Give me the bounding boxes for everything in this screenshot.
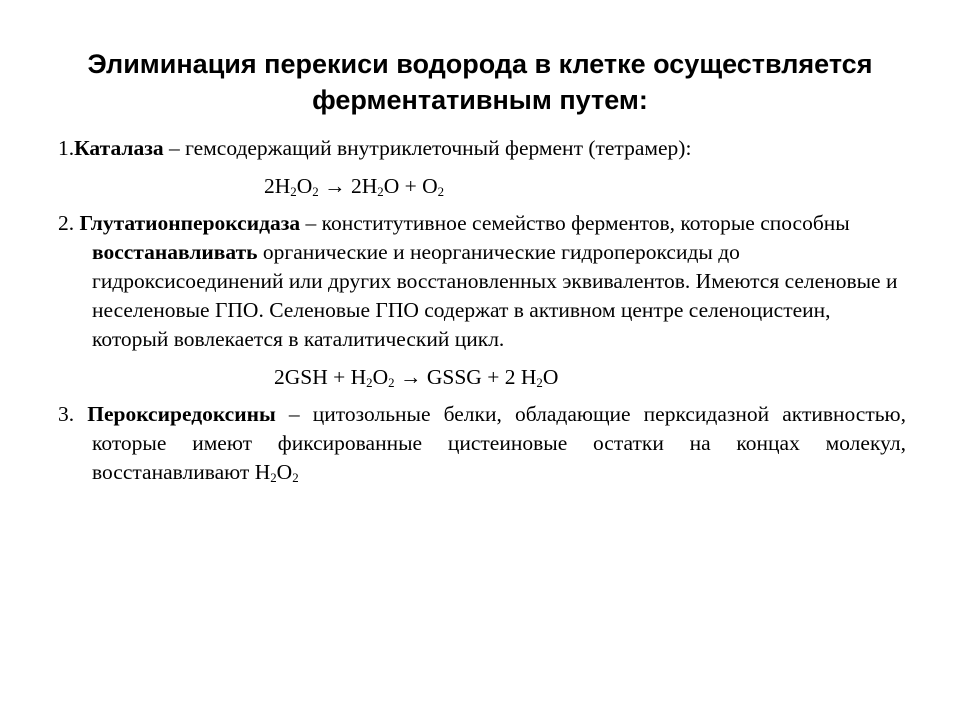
item-term: Каталаза xyxy=(74,136,164,160)
formula-catalase: $2H_2O_2 \to 2H_2O + O_2$ xyxy=(264,174,445,200)
item-peroxiredoxins: 3. Пероксиредоксины – цитозольные белки, обладающие перксидазной активностью, которые имеют фиксированные цистеиновые остатки на концах молекул, восстанавливают $H_2O_2$ xyxy=(58,402,906,486)
item-number: 2. xyxy=(58,211,80,235)
item-description: – гемсодержащий внутриклеточный фермент (тетрамер): xyxy=(163,136,692,160)
slide-title: Элиминация перекиси водорода в клетке осуществляется ферментативным путем: xyxy=(87,49,873,115)
item-description: – конститутивное семейство ферментов, которые способны xyxy=(300,211,850,235)
item-number: 1. xyxy=(58,136,75,160)
item-term: Пероксиредоксины xyxy=(87,402,276,426)
item-number: 3. xyxy=(58,402,88,426)
item-description: – цитозольные белки, обладающие перксидазной активностью, которые имеют фиксированные цистеиновые остатки на концах молекул, восстанавливают H xyxy=(92,402,906,484)
item-catalase xyxy=(58,134,906,163)
slide-body xyxy=(58,134,906,487)
formula-gpx: $2GSH + H_2O_2$ → GSSG + 2 $H_2O$ xyxy=(274,365,559,391)
item-description-cont: органические и неорганические гидропероксиды до гидроксисоединений или других восстановленных эквивалентов. Имеются селеновые и неселеновые ГПО. Селеновые ГПО содержат в активном центре селеноцистеин, который вовлекается в каталитический цикл. xyxy=(92,240,898,351)
item-glutathione-peroxidase xyxy=(58,209,906,354)
item-term: Глутатионпероксидаза xyxy=(79,211,301,235)
item-emphasis: восстанавливать xyxy=(92,240,258,264)
